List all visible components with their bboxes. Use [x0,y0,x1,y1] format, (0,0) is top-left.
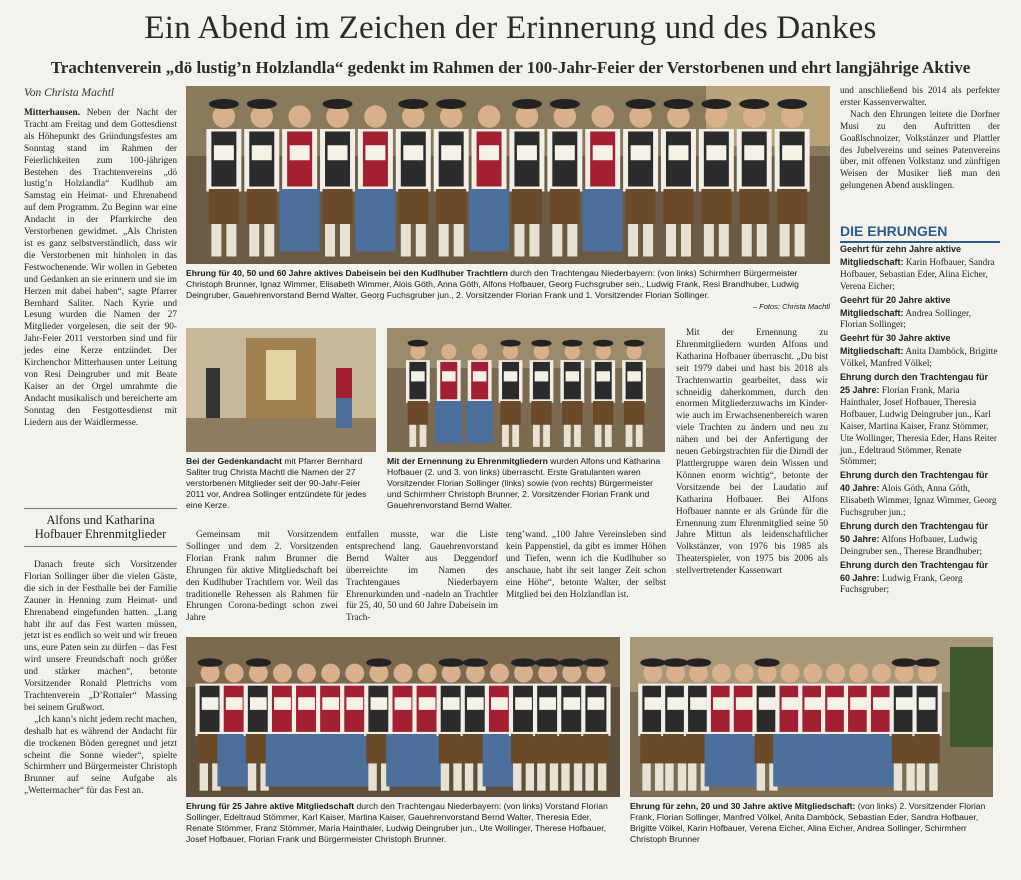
honor-group-label: Ehrung durch den Trachtengau für 40 Jahre: [840,470,989,494]
article-column-1b [24,560,177,798]
honor-entry [840,244,1000,294]
section-subtitle: Alfons und Katharina Hofbauer Ehrenmitglieder [24,508,177,547]
group-photo-image [186,86,830,264]
caption-text: durch den Trachtengau Niederbayern: (von links) Vorstand Florian Sollinger, Edeltraud Stömmer, Karl Kaiser, Martina Kaiser, Gauehrenvorstand Bernd Walter, Theresia Eder, Renate Stömmer, Franz Stömmer, Maria Hainthaler, Ludwig Deingruber jun., Ute Wollinger, Therese Hofbauer, Josef Hofbauer, Florian Frank und Bürgermeister Christoph Brunner. [186,801,608,844]
article-subheadline: Trachtenverein „dö lustig’n Holzlandla“ gedenkt im Rahmen der 100-Jahr-Feier der Verstorbenen und ehrt langjährige Aktive [50,58,971,77]
caption-lead: Ehrung für zehn, 20 und 30 Jahre aktive Mitgliedschaft: [630,801,856,811]
article-column-5 [676,328,828,578]
caption-text: mit Pfarrer Bernhard Saliter trug Christa Machtl die Namen der 27 verstorbenen Mitglieder seit der 90-Jahr-Feier 2011 vor, Andrea Sollinger entzündete für jedes eine Kerze. [186,456,367,510]
honor-entry [840,333,1000,371]
caption-memorial [186,456,376,511]
honor-group-label: Ehrung durch den Trachtengau für 50 Jahre: [840,520,989,544]
honor-group-label: Geehrt für zehn Jahre aktive Mitgliedschaft: [840,244,962,267]
article-column-6 [840,86,1000,193]
article-column-4 [506,530,666,601]
honors-list [840,244,1000,598]
honor-entry [840,521,1000,559]
honor-entry [840,470,1000,520]
caption-text: wurden Alfons und Katharina Hofbauer (2. und 3. von links) überrascht. Erste Gratulanten waren Vorsitzender Florian Sollinger (links) sowie (von rechts) Bürgermeister und Schirmherr Christoph Brunner, 2. Vorsitzender Florian Frank und Gauehrenvorstand Bernd Walter. [387,456,661,510]
photo-honorary-members [387,328,665,452]
honor-names: Florian Frank, Maria Hainthaler, Josef Hofbauer, Theresia Hofbauer, Ludwig Deingruber jun., Karl Kaiser, Martina Kaiser, Franz Stömmer, Ute Wollinger, Theresia Eder, Hans Reiter jun., Edeltraud Stömmer, Renate Stömmer; [840,385,997,468]
honor-names: Ludwig Frank, Georg Fuchsgruber; [840,573,963,596]
paragraph: „Ich kann’s nicht jedem recht machen, deshalb hat es während der Andacht für die trockenen Böden geregnet und jetzt scheint die Sonne wieder“, spielte Schirmherr und Bürgermeister Christoph Brunner auf seine Aufgabe als „Wettermacher“ für das Fest an. [24,714,178,797]
church-photo-image [186,328,376,452]
caption-text: durch den Trachtengau Niederbayern: (von links) Schirmherr Bürgermeister Christoph Brunner, Ignaz Wimmer, Elisabeth Wimmer, Alois Göth, Anna Göth, Alfons Hofbauer, Georg Fuchsgruber sen., Ludwig Frank, Resi Brandhuber, Ludwig Deingruber, Gauehrenvorstand Bernd Walter, Georg Fuchsgruber jun., 2. Vorsitzender Florian Frank und 1. Vorsitzender Florian Sollinger. [186,268,799,300]
byline: Von Christa Machtl [24,87,115,99]
paragraph: und anschließend bis 2014 als perfekter erster Kassenverwalter. [840,86,1000,108]
caption-lead: Ehrung für 40, 50 und 60 Jahre aktives Dabeisein bei den Kudlhuber Trachtlern [186,268,508,278]
lead-text: Neben der Nacht der Tracht am Freitag und dem Gottesdienst als Höhepunkt des Gründungsfestes am Sonntag stand im Rahmen der Feierlichkeiten zum 100-jährigen Bestehen des Trachtenvereins „dö lustig’n Holzlandla“ Kudlhub am Samstag ein Heimat- und Ehrenabend auf dem Programm. Zu Beginn war eine Andacht in der Pfarrkirche den Verstorbenen gewidmet. „Als Christen ist es ganz selbstverständlich, dass wir die Verstorbenen mit hinholen in das Festwochenende. Wir wollen in Gebeten und Gedanken an sie erinnern und sie im Herzen mit dabei haben“, sagte Pfarrer Bernhard Saliter. Nach Kyrie und Lesung wurden die Namen der 27 Mitglieder vorgelesen, die seit der 90-Jahr-Feier 2011 verstorben sind und für jedes eine Kerze entzündet. Der Kirchenchor Mitterhausen unter Leitung von Resi Deingruber und mit Beate Kaiser an der Orgel umrahmte die Andacht musikalisch und bereicherte am Sonntag den Festgottesdienst mit Liedern aus der Waidlermesse. [24,108,177,428]
paragraph: teng’wand. „100 Jahre Vereinsleben sind kein Pappenstiel, da gibt es immer Höhen und Tiefen, wenn ich die Kudlhuber so anschaue, habt ihr seit langer Zeit schon eine Höhe“, betonte Walter, der selbst Mitglied bei den Holzlandlan ist. [506,530,666,600]
article-headline: Ein Abend im Zeichen der Erinnerung und des Dankes [144,10,877,46]
honor-entry [840,372,1000,469]
dateline: Mitterhausen. [24,108,81,118]
article-column-1 [24,108,177,429]
paragraph: entfallen musste, war die Liste entsprechend lang. Gauehrenvorstand Bernd Walter aus Deggendorf überreichte im Namen des Trachtengaues Niederbayern Ehrenurkunden und -nadeln an Trachtler für 25, 40, 50 und 60 Jahre Dabeisein im Trach- [346,530,498,624]
caption-text: (von links) 2. Vorsitzender Florian Frank, Florian Sollinger, Manfred Völkel, Anita Damböck, Sebastian Eder, Sandra Hofbauer, Brigitte Völkel, Karin Hofbauer, Verena Eicher, Alina Eicher, Andrea Sollinger, Schirmherr Christoph Brunner [630,801,986,844]
paragraph: Mit der Ernennung zu Ehrenmitgliedern wurden Alfons und Katharina Hofbauer überrascht. „Du bist seit 1979 dabei und hast bis 2018 als Trachtenwartin gearbeitet, dass wir schneidig daherkommen, durch den enormen Mitgliederzuwachs im Kinder- wie auch im Erwachsenenbereich waren viele Trachten zu ändern und neu zu nähen und bei der Anfertigung der neuen Gebirgstrachten für die Dirndl der Plattlergruppe waren dein Wissen und Können enorm wichtig“, betonte der Vorsitzende bei der Laudatio auf Katharina Hofbauer. Bei Alfons Hofbauer nannte er als Gründe für die Ernennung zum Ehrenmitglied seine 50 Jahre Mittun als leidenschaftlicher Volkstänzer, von 1976 bis 1985 als Theaterspieler, von 1975 bis 2006 als stellvertretender Kassenwart [676,328,828,577]
paragraph: Gemeinsam mit Vorsitzendem Sollinger und dem 2. Vorsitzenden Florian Frank nahm Brunner die Ehrungen für aktive Mitgliedschaft bei den Kudlhuber Trachtlern vor. Weil das traditionelle Rehessen als Rahmen für Ehrungen Corona-bedingt schon zwei Jahre [186,530,338,624]
honor-entry [840,560,1000,598]
photo-memorial-service [186,328,376,452]
paragraph: Nach den Ehrungen leitete die Dorfner Musi zu den Auftritten der Goaßlschnoizer, Volkstänzer und Plattler des Jubelvereins und seines Patenvereins über, mit offenen Volkstanz und zünftigen Weisen der Musiker ließ man den gelungenen Abend ausklingen. [840,109,1000,192]
caption-lead: Mit der Ernennung zu Ehrenmitgliedern [387,456,548,466]
honorary-photo-image [387,328,665,452]
caption-top-photo [186,268,830,312]
caption-honorary [387,456,665,511]
honor-group-label: Ehrung durch den Trachtengau für 60 Jahre: [840,559,989,583]
honor-group-label: Geehrt für 20 Jahre aktive Mitgliedschaft: [840,294,951,318]
caption-lead: Ehrung für 25 Jahre aktive Mitgliedschaft [186,801,355,811]
photo-honorees-25 [186,637,620,797]
honor-entry [840,295,1000,333]
honor-names: Alfons Hofbauer, Ludwig Deingruber sen., Therese Brandhuber; [840,534,983,557]
group-photo-10-30-image [630,637,993,797]
honor-names: Anita Damböck, Brigitte Völkel, Manfred Völkel; [840,347,998,370]
lead-paragraph [24,108,177,429]
caption-lead: Bei der Gedenkandacht [186,456,282,466]
photo-honorees-10-20-30 [630,637,993,797]
group-photo-25-image [186,637,620,797]
caption-25-years [186,801,620,845]
article-column-2 [186,530,338,625]
photo-honorees-40-50-60 [186,86,830,264]
paragraph: Danach freute sich Vorsitzender Florian Sollinger über die vielen Gäste, die sich in der Festhalle bei der Familie Zauner in Henning zum Heimat- und Ehrenabend eingefunden hatten. „Lang habt ihr auf das Fest warten müssen, jetzt ist es endlich so weit und wir freuen uns, eure Paten sein zu dürfen – das Fest wird unsere Freundschaft noch größer und stärker machen“, betonte Vorsitzender Ronald Plettrichs vom Trachtenverein „D’Rottaler“ Massing bei seinem Grußwort. [24,560,177,713]
honor-names: Alois Göth, Anna Göth, Elisabeth Wimmer, Ignaz Wimmer, Georg Fuchsgruber jun.; [840,484,997,519]
photo-credit: – Fotos: Christa Machtl [752,302,830,311]
honor-group-label: Geehrt für 30 Jahre aktive Mitgliedschaft: [840,333,951,357]
honors-section-heading: DIE EHRUNGEN [840,223,1000,243]
article-column-3 [346,530,498,625]
honor-group-label: Ehrung durch den Trachtengau für 25 Jahre: [840,372,989,395]
honor-names: Andrea Sollinger, Florian Sollinger; [840,308,972,331]
honor-names: Karin Hofbauer, Sandra Hofbauer, Sebastian Eder, Alina Eicher, Verena Eicher; [840,257,995,292]
caption-10-20-30-years [630,801,993,845]
